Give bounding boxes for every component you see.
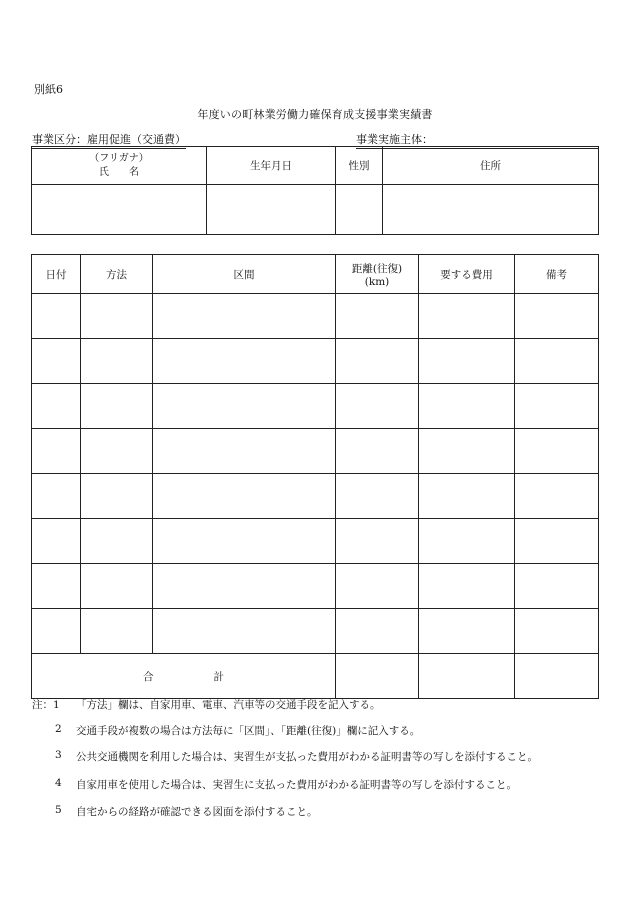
total-distance-cell[interactable]: [336, 654, 419, 699]
gender-cell[interactable]: [336, 185, 383, 235]
table-row: [32, 474, 599, 519]
date-cell[interactable]: [32, 564, 81, 609]
note-number: 2: [55, 723, 62, 735]
cost-header: 要する費用: [419, 255, 515, 294]
date-cell[interactable]: [32, 339, 81, 384]
remarks-cell[interactable]: [515, 294, 599, 339]
table-row: [32, 564, 599, 609]
address-header: 住所: [383, 147, 599, 185]
furigana-label: （フリガナ）: [89, 152, 149, 164]
cost-cell[interactable]: [419, 429, 515, 474]
distance-cell[interactable]: [336, 429, 419, 474]
remarks-cell[interactable]: [515, 519, 599, 564]
section-cell[interactable]: [153, 519, 336, 564]
distance-cell[interactable]: [336, 294, 419, 339]
table-row: [32, 384, 599, 429]
note-number: 4: [55, 777, 62, 789]
cost-cell[interactable]: [419, 384, 515, 429]
total-row: [32, 654, 599, 699]
date-cell[interactable]: [32, 519, 81, 564]
method-cell[interactable]: [81, 384, 153, 429]
note-number: 5: [55, 804, 62, 816]
address-cell[interactable]: [383, 185, 599, 235]
section-cell[interactable]: [153, 609, 336, 654]
table-row: [32, 429, 599, 474]
method-header: 方法: [81, 255, 153, 294]
distance-cell[interactable]: [336, 609, 419, 654]
method-cell[interactable]: [81, 609, 153, 654]
birthdate-cell[interactable]: [207, 185, 336, 235]
remarks-cell[interactable]: [515, 609, 599, 654]
distance-cell[interactable]: [336, 339, 419, 384]
method-cell[interactable]: [81, 429, 153, 474]
person-info-table: [31, 146, 599, 235]
method-cell[interactable]: [81, 294, 153, 339]
annex-label: 別紙6: [34, 83, 63, 96]
section-cell[interactable]: [153, 294, 336, 339]
document-title: 年度いの町林業労働力確保育成支援事業実績書: [197, 108, 433, 121]
section-cell[interactable]: [153, 564, 336, 609]
note-text: 自家用車を使用した場合は、実習生に支払った費用がわかる証明書等の写しを添付すること。: [76, 779, 517, 791]
method-cell[interactable]: [81, 474, 153, 519]
cost-cell[interactable]: [419, 519, 515, 564]
table-row: [32, 609, 599, 654]
date-cell[interactable]: [32, 609, 81, 654]
cost-cell[interactable]: [419, 294, 515, 339]
note-text: 交通手段が複数の場合は方法毎に「区間」、「距離(往復)」欄に記入する。: [76, 725, 421, 737]
remarks-cell[interactable]: [515, 474, 599, 519]
total-label: [32, 654, 336, 699]
distance-cell[interactable]: [336, 519, 419, 564]
name-label: 氏 名: [99, 166, 139, 178]
note-text: 公共交通機関を利用した場合は、実習生が支払った費用がわかる証明書等の写しを添付すること。: [76, 751, 538, 763]
remarks-cell[interactable]: [515, 339, 599, 384]
date-cell[interactable]: [32, 294, 81, 339]
remarks-cell[interactable]: [515, 429, 599, 474]
expense-table: [31, 254, 599, 699]
note-text: 「方法」欄は、自家用車、電車、汽車等の交通手段を記入する。: [76, 699, 381, 711]
total-remarks-cell[interactable]: [515, 654, 599, 699]
note-number: 3: [55, 749, 62, 761]
method-cell[interactable]: [81, 339, 153, 384]
section-cell[interactable]: [153, 339, 336, 384]
remarks-cell[interactable]: [515, 384, 599, 429]
table-row: [32, 519, 599, 564]
cost-cell[interactable]: [419, 339, 515, 384]
name-header: [32, 147, 207, 185]
total-cost-cell[interactable]: [419, 654, 515, 699]
implementer-field[interactable]: 事業実施主体：: [356, 131, 599, 149]
method-cell[interactable]: [81, 564, 153, 609]
remarks-header: 備考: [515, 255, 599, 294]
name-cell[interactable]: [32, 185, 207, 235]
distance-cell[interactable]: [336, 384, 419, 429]
date-cell[interactable]: [32, 384, 81, 429]
date-cell[interactable]: [32, 474, 81, 519]
total-label-char1: 合: [143, 670, 154, 683]
note-text: 自宅からの経路が確認できる図面を添付すること。: [76, 806, 318, 818]
date-header: 日付: [32, 255, 81, 294]
section-header: 区間: [153, 255, 336, 294]
section-cell[interactable]: [153, 474, 336, 519]
section-cell[interactable]: [153, 429, 336, 474]
remarks-cell[interactable]: [515, 564, 599, 609]
distance-cell[interactable]: [336, 474, 419, 519]
distance-header: [336, 255, 419, 294]
distance-header-line1: 距離(往復): [351, 262, 403, 275]
distance-header-unit: (km): [364, 275, 390, 288]
cost-cell[interactable]: [419, 609, 515, 654]
business-category: 事業区分：雇用促進（交通費）: [32, 131, 186, 149]
table-row: [32, 294, 599, 339]
gender-header: 性別: [336, 147, 383, 185]
birthdate-header: 生年月日: [207, 147, 336, 185]
table-row: [32, 339, 599, 384]
distance-cell[interactable]: [336, 564, 419, 609]
section-cell[interactable]: [153, 384, 336, 429]
note-prefix: 注：1: [32, 699, 60, 711]
date-cell[interactable]: [32, 429, 81, 474]
cost-cell[interactable]: [419, 564, 515, 609]
total-label-char2: 計: [213, 670, 224, 683]
cost-cell[interactable]: [419, 474, 515, 519]
method-cell[interactable]: [81, 519, 153, 564]
